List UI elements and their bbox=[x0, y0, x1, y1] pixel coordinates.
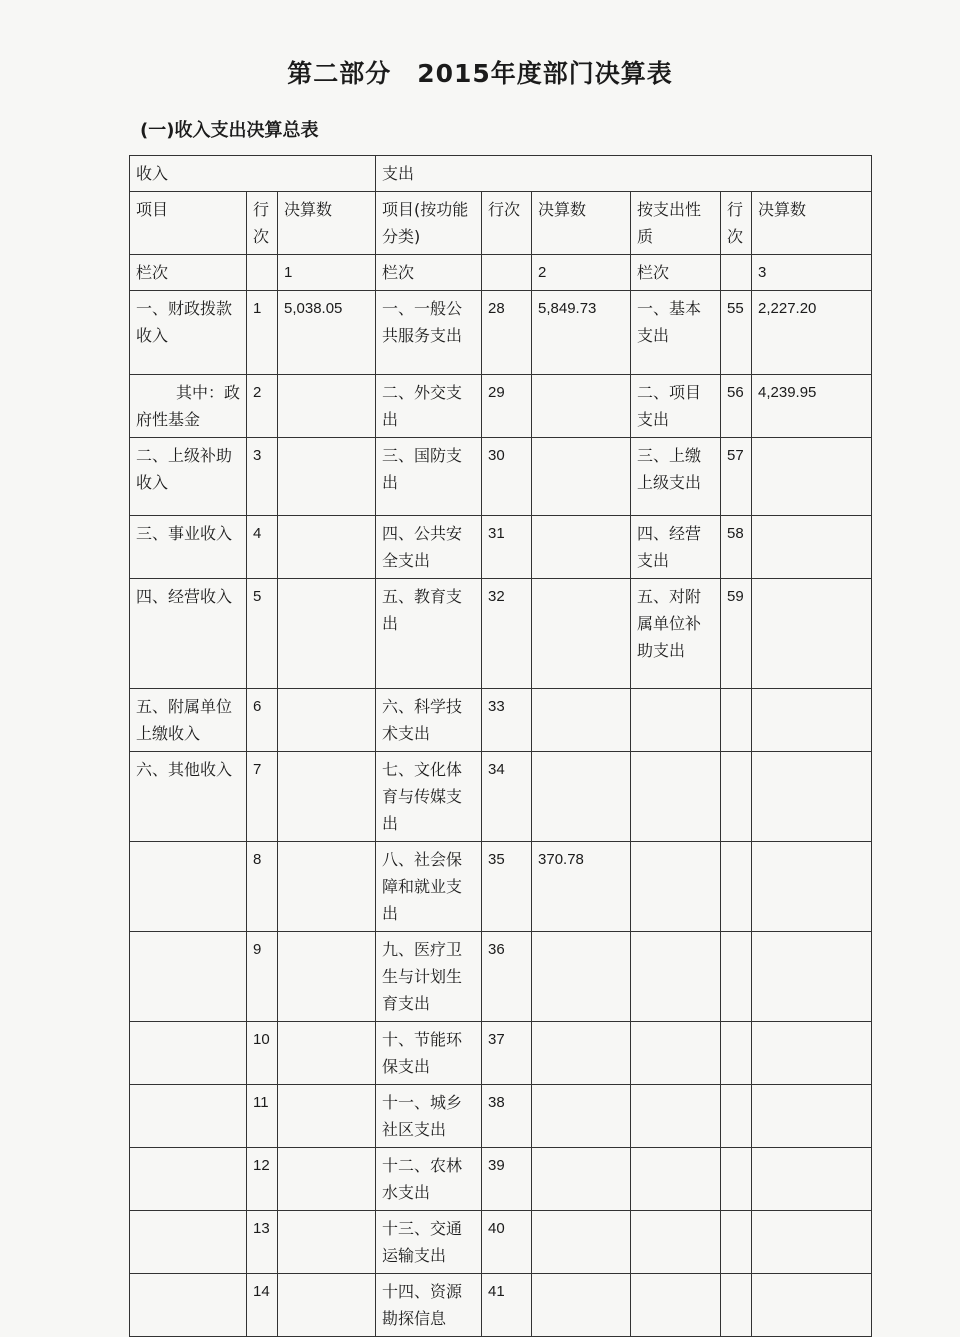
income-row-no-cell: 4 bbox=[247, 516, 278, 579]
expenditure-item-cell: 二、外交支出 bbox=[376, 375, 482, 438]
header-income-amount: 决算数 bbox=[278, 192, 376, 255]
income-amount-cell bbox=[278, 842, 376, 932]
income-row-no-cell: 14 bbox=[247, 1274, 278, 1337]
nature-item-cell: 三、上缴上级支出 bbox=[631, 438, 721, 516]
column-index-2: 2 bbox=[532, 255, 631, 291]
table-row bbox=[130, 516, 872, 579]
nature-row-no-cell bbox=[721, 842, 752, 932]
expenditure-item-cell: 四、公共安全支出 bbox=[376, 516, 482, 579]
expenditure-row-no-cell: 36 bbox=[482, 932, 532, 1022]
expenditure-amount-cell bbox=[532, 1085, 631, 1148]
nature-amount-cell bbox=[752, 689, 872, 752]
table-row bbox=[130, 1211, 872, 1274]
expenditure-amount-cell bbox=[532, 689, 631, 752]
income-amount-cell bbox=[278, 1148, 376, 1211]
nature-row-no-cell bbox=[721, 1022, 752, 1085]
income-item-cell: 其中：政府性基金 bbox=[130, 375, 247, 438]
expenditure-amount-cell bbox=[532, 438, 631, 516]
income-item-cell bbox=[130, 1211, 247, 1274]
expenditure-row-no-cell: 30 bbox=[482, 438, 532, 516]
income-item-cell: 三、事业收入 bbox=[130, 516, 247, 579]
expenditure-amount-cell bbox=[532, 1022, 631, 1085]
table-row bbox=[130, 1274, 872, 1337]
income-row-no-cell: 11 bbox=[247, 1085, 278, 1148]
nature-item-cell bbox=[631, 1274, 721, 1337]
nature-row-no-cell: 56 bbox=[721, 375, 752, 438]
nature-amount-cell bbox=[752, 1274, 872, 1337]
nature-row-no-cell: 59 bbox=[721, 579, 752, 689]
income-row-no-cell: 13 bbox=[247, 1211, 278, 1274]
column-index-3: 3 bbox=[752, 255, 872, 291]
header-econ-item: 按支出性质 bbox=[631, 192, 721, 255]
table-row bbox=[130, 689, 872, 752]
nature-row-no-cell bbox=[721, 1274, 752, 1337]
income-item-cell: 一、财政拨款收入 bbox=[130, 291, 247, 375]
table-row bbox=[130, 1148, 872, 1211]
income-amount-cell bbox=[278, 438, 376, 516]
income-amount-cell bbox=[278, 689, 376, 752]
header-func-amount: 决算数 bbox=[532, 192, 631, 255]
nature-amount-cell bbox=[752, 516, 872, 579]
expenditure-amount-cell bbox=[532, 579, 631, 689]
nature-row-no-cell: 57 bbox=[721, 438, 752, 516]
income-amount-cell bbox=[278, 516, 376, 579]
expenditure-amount-cell bbox=[532, 1148, 631, 1211]
budget-summary-table bbox=[129, 155, 872, 1337]
income-amount-cell bbox=[278, 1274, 376, 1337]
income-item-cell bbox=[130, 1085, 247, 1148]
income-amount-cell bbox=[278, 1211, 376, 1274]
header-econ-amount: 决算数 bbox=[752, 192, 872, 255]
nature-row-no-cell bbox=[721, 1148, 752, 1211]
nature-item-cell bbox=[631, 689, 721, 752]
income-row-no-cell: 8 bbox=[247, 842, 278, 932]
income-row-no-cell: 2 bbox=[247, 375, 278, 438]
expenditure-item-cell: 九、医疗卫生与计划生育支出 bbox=[376, 932, 482, 1022]
nature-item-cell: 五、对附属单位补助支出 bbox=[631, 579, 721, 689]
expenditure-row-no-cell: 38 bbox=[482, 1085, 532, 1148]
nature-amount-cell bbox=[752, 1211, 872, 1274]
expenditure-item-cell: 十二、农林水支出 bbox=[376, 1148, 482, 1211]
expenditure-row-no-cell: 29 bbox=[482, 375, 532, 438]
nature-item-cell bbox=[631, 1022, 721, 1085]
income-row-no-cell: 1 bbox=[247, 291, 278, 375]
income-amount-cell bbox=[278, 1085, 376, 1148]
expenditure-group-header: 支出 bbox=[376, 156, 872, 192]
expenditure-item-cell: 十、节能环保支出 bbox=[376, 1022, 482, 1085]
header-func-row-no: 行次 bbox=[482, 192, 532, 255]
nature-amount-cell: 2,227.20 bbox=[752, 291, 872, 375]
nature-item-cell bbox=[631, 1085, 721, 1148]
nature-item-cell bbox=[631, 842, 721, 932]
header-econ-row-no: 行次 bbox=[721, 192, 752, 255]
expenditure-row-no-cell: 39 bbox=[482, 1148, 532, 1211]
column-index-1: 1 bbox=[278, 255, 376, 291]
column-index-row bbox=[130, 255, 872, 291]
column-index-label: 栏次 bbox=[130, 255, 247, 291]
nature-item-cell: 四、经营支出 bbox=[631, 516, 721, 579]
expenditure-row-no-cell: 34 bbox=[482, 752, 532, 842]
income-item-cell bbox=[130, 1274, 247, 1337]
table-row bbox=[130, 1022, 872, 1085]
income-amount-cell bbox=[278, 752, 376, 842]
income-item-cell: 五、附属单位上缴收入 bbox=[130, 689, 247, 752]
expenditure-row-no-cell: 32 bbox=[482, 579, 532, 689]
income-item-cell: 四、经营收入 bbox=[130, 579, 247, 689]
income-item-cell: 二、上级补助收入 bbox=[130, 438, 247, 516]
nature-item-cell bbox=[631, 932, 721, 1022]
column-index-label: 栏次 bbox=[631, 255, 721, 291]
table-row bbox=[130, 932, 872, 1022]
expenditure-row-no-cell: 28 bbox=[482, 291, 532, 375]
expenditure-amount-cell: 370.78 bbox=[532, 842, 631, 932]
income-item-cell bbox=[130, 1022, 247, 1085]
table-row bbox=[130, 375, 872, 438]
income-item-cell bbox=[130, 842, 247, 932]
expenditure-amount-cell bbox=[532, 516, 631, 579]
expenditure-item-cell: 七、文化体育与传媒支出 bbox=[376, 752, 482, 842]
income-item-cell: 六、其他收入 bbox=[130, 752, 247, 842]
expenditure-amount-cell: 5,849.73 bbox=[532, 291, 631, 375]
expenditure-item-cell: 十三、交通运输支出 bbox=[376, 1211, 482, 1274]
income-amount-cell bbox=[278, 375, 376, 438]
page-title: 第二部分 2015年度部门决算表 bbox=[287, 59, 673, 88]
nature-amount-cell bbox=[752, 842, 872, 932]
group-header-row bbox=[130, 156, 872, 192]
header-income-row-no: 行次 bbox=[247, 192, 278, 255]
expenditure-item-cell: 八、社会保障和就业支出 bbox=[376, 842, 482, 932]
header-income-item: 项目 bbox=[130, 192, 247, 255]
section-title: (一)收入支出决算总表 bbox=[140, 120, 319, 141]
expenditure-row-no-cell: 35 bbox=[482, 842, 532, 932]
income-row-no-cell: 6 bbox=[247, 689, 278, 752]
expenditure-amount-cell bbox=[532, 1211, 631, 1274]
nature-item-cell: 一、基本支出 bbox=[631, 291, 721, 375]
header-func-item: 项目(按功能分类) bbox=[376, 192, 482, 255]
expenditure-item-cell: 十四、资源勘探信息 bbox=[376, 1274, 482, 1337]
nature-row-no-cell bbox=[721, 1085, 752, 1148]
nature-amount-cell bbox=[752, 752, 872, 842]
expenditure-row-no-cell: 31 bbox=[482, 516, 532, 579]
nature-amount-cell bbox=[752, 1022, 872, 1085]
column-header-row bbox=[130, 192, 872, 255]
expenditure-amount-cell bbox=[532, 1274, 631, 1337]
table-row bbox=[130, 752, 872, 842]
nature-item-cell bbox=[631, 1148, 721, 1211]
nature-row-no-cell: 58 bbox=[721, 516, 752, 579]
income-row-no-cell: 5 bbox=[247, 579, 278, 689]
nature-item-cell bbox=[631, 752, 721, 842]
expenditure-row-no-cell: 37 bbox=[482, 1022, 532, 1085]
expenditure-item-cell: 六、科学技术支出 bbox=[376, 689, 482, 752]
expenditure-item-cell: 五、教育支出 bbox=[376, 579, 482, 689]
income-amount-cell bbox=[278, 932, 376, 1022]
nature-amount-cell bbox=[752, 1085, 872, 1148]
table-row bbox=[130, 842, 872, 932]
nature-row-no-cell bbox=[721, 689, 752, 752]
expenditure-row-no-cell: 40 bbox=[482, 1211, 532, 1274]
expenditure-amount-cell bbox=[532, 375, 631, 438]
nature-amount-cell: 4,239.95 bbox=[752, 375, 872, 438]
income-row-no-cell: 10 bbox=[247, 1022, 278, 1085]
nature-row-no-cell bbox=[721, 932, 752, 1022]
expenditure-amount-cell bbox=[532, 932, 631, 1022]
expenditure-row-no-cell: 33 bbox=[482, 689, 532, 752]
table-row bbox=[130, 579, 872, 689]
nature-amount-cell bbox=[752, 438, 872, 516]
nature-item-cell bbox=[631, 1211, 721, 1274]
expenditure-item-cell: 一、一般公共服务支出 bbox=[376, 291, 482, 375]
income-row-no-cell: 12 bbox=[247, 1148, 278, 1211]
nature-amount-cell bbox=[752, 579, 872, 689]
income-row-no-cell: 3 bbox=[247, 438, 278, 516]
nature-row-no-cell: 55 bbox=[721, 291, 752, 375]
expenditure-row-no-cell: 41 bbox=[482, 1274, 532, 1337]
income-item-cell bbox=[130, 1148, 247, 1211]
table-row bbox=[130, 291, 872, 375]
table-row bbox=[130, 1085, 872, 1148]
column-index-label: 栏次 bbox=[376, 255, 482, 291]
nature-row-no-cell bbox=[721, 752, 752, 842]
nature-amount-cell bbox=[752, 1148, 872, 1211]
table-row bbox=[130, 438, 872, 516]
income-amount-cell bbox=[278, 579, 376, 689]
income-row-no-cell: 9 bbox=[247, 932, 278, 1022]
income-item-cell bbox=[130, 932, 247, 1022]
nature-amount-cell bbox=[752, 932, 872, 1022]
income-group-header: 收入 bbox=[130, 156, 376, 192]
nature-row-no-cell bbox=[721, 1211, 752, 1274]
income-row-no-cell: 7 bbox=[247, 752, 278, 842]
expenditure-item-cell: 十一、城乡社区支出 bbox=[376, 1085, 482, 1148]
income-amount-cell bbox=[278, 1022, 376, 1085]
nature-item-cell: 二、项目支出 bbox=[631, 375, 721, 438]
income-amount-cell: 5,038.05 bbox=[278, 291, 376, 375]
expenditure-amount-cell bbox=[532, 752, 631, 842]
expenditure-item-cell: 三、国防支出 bbox=[376, 438, 482, 516]
